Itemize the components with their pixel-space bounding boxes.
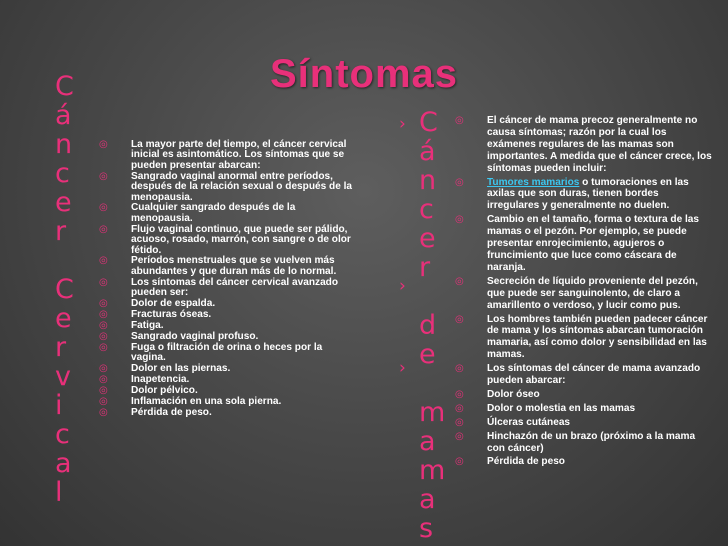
left-vertical-heading: [55, 72, 74, 507]
list-item-text: o tumoraciones en las axilas que son duras, tienen bordes irregulares y generalmente no duelen.: [487, 176, 689, 212]
vertical-letter: [419, 369, 445, 398]
vertical-letter: m: [419, 455, 446, 486]
bullet-icon: ◎: [455, 402, 464, 414]
list-item: [455, 389, 713, 401]
vertical-letter: c: [55, 158, 70, 189]
bullet-icon: ◎: [99, 223, 108, 235]
vertical-letter: c: [55, 419, 70, 450]
list-item: [455, 417, 713, 429]
list-item-text: Los hombres también pueden padecer cáncer de mama y los síntomas abarcan tumoración mamaria, así como dolor y sensibilidad en las mamas.: [487, 313, 708, 361]
list-item: [99, 397, 357, 407]
vertical-letter: r: [55, 216, 67, 247]
vertical-letter: C: [55, 71, 74, 102]
vertical-letter: m: [419, 397, 446, 428]
list-item-text: Fatiga.: [131, 319, 164, 331]
list-item: [455, 214, 713, 274]
list-item: [99, 386, 357, 396]
list-item: [99, 278, 357, 299]
bullet-icon: ◎: [99, 384, 108, 396]
list-item-text: Úlceras cutáneas: [487, 416, 571, 428]
list-item-text: Pérdida de peso: [487, 456, 565, 468]
list-item: [99, 321, 357, 331]
vertical-letter: r: [419, 252, 431, 283]
list-item-text: Períodos menstruales que se vuelven más abundantes y que duran más de lo normal.: [131, 255, 337, 277]
list-item: [99, 140, 357, 171]
list-item-text: Secreción de líquido proveniente del pezón, que puede ser sanguinolento, de claro a amarillento o verdoso, y lucir como pus.: [487, 275, 698, 311]
arrow-bullet-icon: ›: [399, 358, 406, 378]
vertical-letter: e: [419, 223, 436, 254]
bullet-icon: ◎: [99, 255, 108, 267]
bullet-icon: ◎: [99, 373, 108, 385]
vertical-letter: s: [419, 513, 434, 544]
right-vertical-heading: [419, 108, 445, 543]
arrow-bullet-icon: ›: [399, 276, 406, 296]
cervical-cancer-symptom-list: [99, 140, 357, 419]
list-item-text: Inapetencia.: [131, 373, 190, 385]
bullet-icon: ◎: [455, 416, 464, 428]
bullet-icon: ◎: [99, 319, 108, 331]
list-item: [455, 363, 713, 387]
vertical-letter: n: [55, 129, 73, 160]
bullet-icon: ◎: [99, 298, 108, 310]
bullet-icon: ◎: [99, 202, 108, 214]
list-item-text: La mayor parte del tiempo, el cáncer cervical inicial es asintomático. Los síntomas que se pueden presentar abarcan:: [131, 139, 347, 171]
vertical-letter: v: [55, 361, 71, 392]
bullet-icon: ◎: [455, 456, 464, 468]
list-item-text: Flujo vaginal continuo, que puede ser pálido, acuoso, rosado, marrón, con sangre o de olor fétido.: [131, 223, 351, 256]
list-item-text: Los síntomas del cáncer cervical avanzado pueden ser:: [131, 276, 339, 299]
list-item-text: Sangrado vaginal anormal entre períodos, después de la relación sexual o después de la menopausia.: [131, 170, 353, 203]
bullet-icon: ◎: [99, 276, 108, 288]
bullet-icon: ◎: [455, 275, 464, 287]
bullet-icon: ◎: [99, 406, 108, 418]
bullet-icon: ◎: [99, 395, 108, 407]
list-item-text: Fracturas óseas.: [131, 309, 212, 320]
list-item-text: Cualquier sangrado después de la menopausia.: [131, 202, 296, 224]
arrow-bullet-icon: ›: [399, 114, 406, 134]
list-item: [99, 375, 357, 385]
bullet-icon: ◎: [455, 115, 464, 126]
list-item-text: Hinchazón de un brazo (próximo a la mama con cáncer): [487, 430, 696, 454]
list-item-text: Fuga o filtración de orina o heces por la vagina.: [131, 341, 323, 364]
list-item: [455, 403, 713, 415]
list-item: [455, 115, 713, 175]
list-item: [455, 314, 713, 362]
list-item: [99, 203, 357, 224]
vertical-letter: c: [419, 194, 434, 225]
vertical-letter: [55, 246, 74, 275]
list-item-text: Dolor o molestia en las mamas: [487, 402, 636, 414]
list-item-text: Los síntomas del cáncer de mama avanzado pueden abarcar:: [487, 363, 701, 387]
vertical-letter: C: [419, 107, 438, 138]
slide-title: Síntomas: [269, 52, 459, 96]
list-item-text: El cáncer de mama precoz generalmente no causa síntomas; razón por la cual los exámenes regulares de las mamas son importantes. A medida que el cáncer crece, los síntomas pueden incluir:: [487, 115, 712, 174]
bullet-icon: ◎: [99, 341, 108, 353]
bullet-icon: ◎: [455, 176, 464, 188]
vertical-letter: i: [55, 390, 63, 421]
vertical-letter: e: [55, 187, 72, 218]
list-item: [99, 343, 357, 364]
vertical-letter: a: [419, 484, 436, 515]
vertical-letter: [419, 282, 445, 311]
bullet-icon: ◎: [455, 363, 464, 375]
list-item-text: Inflamación en una sola pierna.: [131, 395, 282, 407]
list-item-text: Pérdida de peso.: [131, 406, 212, 418]
vertical-letter: a: [419, 426, 436, 457]
vertical-letter: n: [419, 165, 437, 196]
bullet-icon: ◎: [99, 330, 108, 342]
bullet-icon: ◎: [455, 313, 464, 325]
vertical-letter: C: [55, 274, 74, 305]
vertical-letter: á: [419, 136, 436, 167]
list-item: [455, 431, 713, 455]
list-item: [99, 310, 357, 320]
bullet-icon: ◎: [99, 139, 108, 150]
bullet-icon: ◎: [99, 363, 108, 375]
list-item-text: Dolor pélvico.: [131, 384, 198, 396]
vertical-letter: e: [55, 303, 72, 334]
list-item-text: Sangrado vaginal profuso.: [131, 330, 259, 342]
list-item: [455, 456, 713, 468]
vertical-letter: l: [55, 477, 63, 508]
breast-cancer-symptom-list: [455, 115, 713, 470]
list-item: [99, 408, 357, 418]
list-item: [99, 256, 357, 277]
list-item: [99, 299, 357, 309]
bullet-icon: ◎: [99, 170, 108, 182]
vertical-letter: a: [55, 448, 72, 479]
bullet-icon: ◎: [455, 214, 464, 226]
bullet-icon: ◎: [455, 388, 464, 400]
list-item: [455, 276, 713, 312]
bullet-icon: ◎: [455, 430, 464, 442]
list-item-text: Dolor en las piernas.: [131, 363, 231, 375]
list-item: [99, 332, 357, 342]
list-item: [99, 225, 357, 256]
vertical-letter: d: [419, 310, 437, 341]
list-item-text: Dolor óseo: [487, 388, 540, 400]
bullet-icon: ◎: [99, 309, 108, 320]
vertical-letter: r: [55, 332, 67, 363]
vertical-letter: á: [55, 100, 72, 131]
list-item: [455, 177, 713, 213]
vertical-letter: e: [419, 339, 436, 370]
list-item: [99, 364, 357, 374]
list-item-text: Dolor de espalda.: [131, 298, 216, 310]
list-item-text: Cambio en el tamaño, forma o textura de las mamas o el pezón. Por ejemplo, se puede presentar enrojecimiento, agujeros o fruncimiento que luce como cáscara de naranja.: [487, 214, 700, 273]
tumores-mamarios-link[interactable]: Tumores mamarios: [487, 176, 580, 188]
list-item: [99, 172, 357, 203]
